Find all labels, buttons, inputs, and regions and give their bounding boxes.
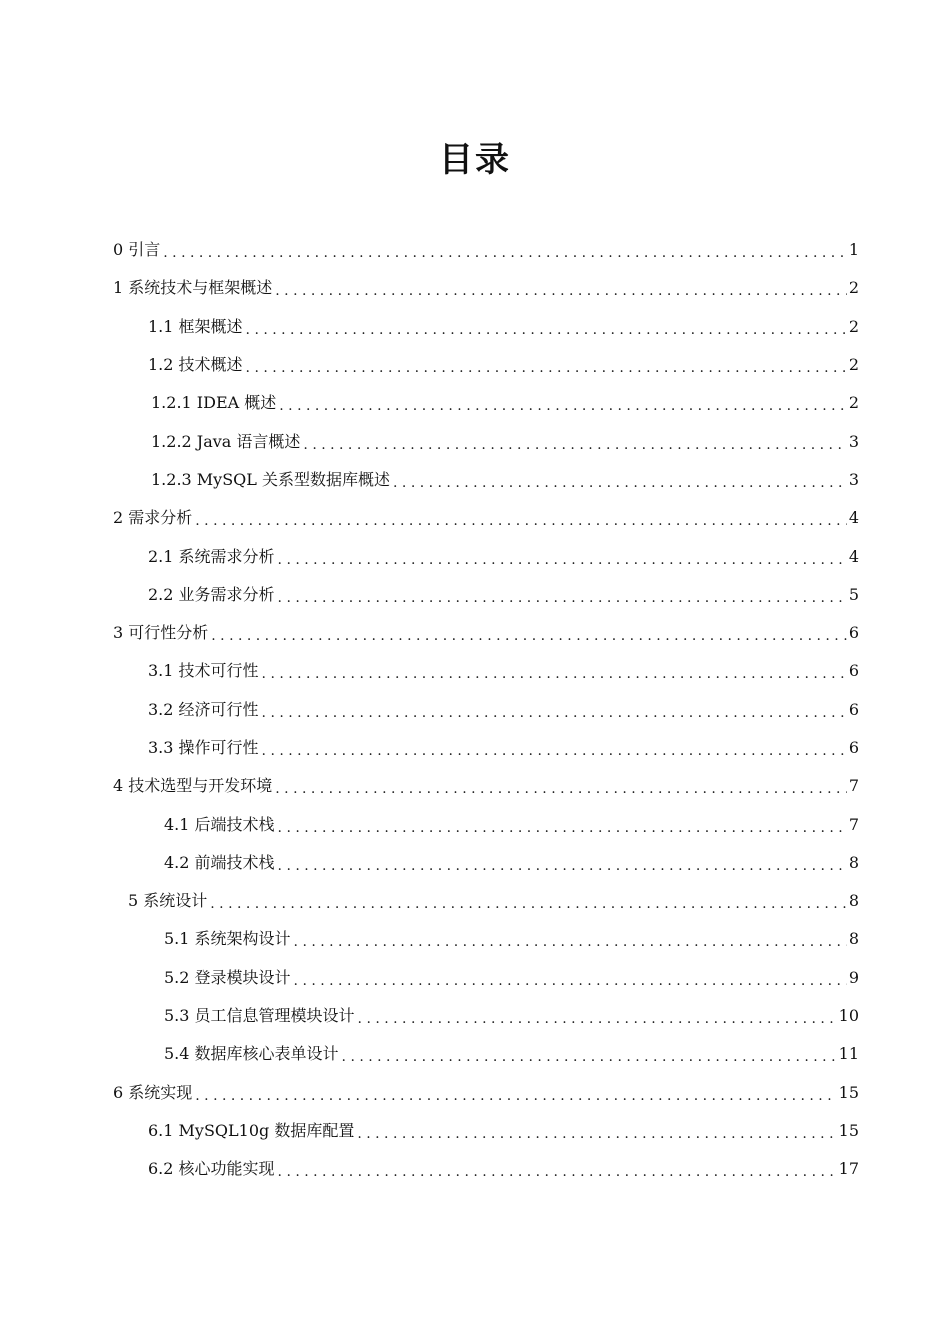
toc-dot-leader (278, 587, 847, 607)
toc-entry-label: 5 系统设计 (128, 891, 208, 911)
toc-entry (0, 384, 950, 422)
toc-entry (0, 1150, 950, 1188)
toc-page-number: 4 (848, 546, 859, 566)
toc-entry (0, 767, 950, 805)
toc-entry (0, 422, 950, 460)
toc-page-number: 7 (848, 776, 859, 796)
toc-entry-label: 2.2 业务需求分析 (148, 584, 275, 604)
toc-entry-label: 4.1 后端技术栈 (164, 814, 275, 834)
toc-page-number: 11 (838, 1044, 859, 1064)
toc-page-number: 3 (848, 431, 859, 451)
toc-dot-leader (342, 1046, 837, 1066)
toc-dot-leader (357, 1123, 836, 1143)
toc-entry-label: 1.2.1 IDEA 概述 (151, 393, 277, 413)
toc-entry-label: 5.2 登录模块设计 (164, 967, 291, 987)
toc-entry-label: 3.3 操作可行性 (148, 738, 259, 757)
toc-entry (0, 346, 950, 384)
toc-entry (0, 882, 950, 920)
toc-entry (0, 1074, 950, 1112)
toc-page-number: 17 (838, 1159, 859, 1179)
toc-dot-leader (195, 1085, 836, 1105)
toc-page-number: 6 (848, 623, 859, 643)
toc-entry (0, 231, 950, 269)
toc-entry (0, 308, 950, 346)
toc-page-number: 2 (848, 355, 859, 375)
toc-entry-label: 3 可行性分析 (113, 623, 209, 643)
toc-entry-label: 1.2.3 MySQL 关系型数据库概述 (151, 469, 391, 489)
toc-entry-label: 2 需求分析 (113, 508, 193, 528)
toc-dot-leader (279, 395, 847, 415)
toc-dot-leader (278, 1161, 837, 1181)
toc-page-number: 2 (848, 316, 859, 336)
toc-dot-leader (278, 855, 847, 875)
toc-entry (0, 729, 950, 767)
toc-entry-label: 5.1 系统架构设计 (164, 929, 291, 949)
toc-entry (0, 652, 950, 690)
toc-dot-leader (275, 280, 847, 300)
toc-entry-label: 3.2 经济可行性 (148, 699, 259, 719)
toc-page-number: 6 (848, 738, 859, 757)
toc-dot-leader (294, 970, 847, 990)
toc-page-number: 7 (848, 814, 859, 834)
toc-page-number: 10 (838, 1006, 859, 1026)
toc-page-number: 5 (848, 584, 859, 604)
toc-entry (0, 844, 950, 882)
toc-entry (0, 576, 950, 614)
toc-entry (0, 461, 950, 499)
toc-entry (0, 614, 950, 652)
toc-dot-leader (262, 702, 847, 722)
toc-entry (0, 269, 950, 307)
toc-page-number: 9 (848, 967, 859, 987)
toc-page-number: 3 (848, 469, 859, 489)
toc-entry-label: 4.2 前端技术栈 (164, 852, 275, 872)
toc-entry-label: 6.2 核心功能实现 (148, 1159, 275, 1179)
toc-entry-label: 1.2.2 Java 语言概述 (151, 431, 301, 451)
toc-entry-label: 5.4 数据库核心表单设计 (164, 1044, 339, 1064)
toc-page-number: 4 (848, 508, 859, 528)
toc-dot-leader (163, 242, 847, 262)
toc-entry-label: 5.3 员工信息管理模块设计 (164, 1006, 355, 1026)
toc-page-number: 6 (848, 661, 859, 681)
toc-dot-leader (275, 778, 847, 798)
toc-entry (0, 959, 950, 997)
toc-entry-label: 0 引言 (113, 240, 161, 260)
toc-page-number: 15 (838, 1082, 859, 1102)
toc-entry (0, 1112, 950, 1150)
toc-dot-leader (294, 931, 847, 951)
toc-dot-leader (358, 1008, 837, 1028)
toc-entry-label: 2.1 系统需求分析 (148, 546, 275, 566)
toc-page-number: 1 (848, 240, 859, 260)
toc-page-number: 8 (848, 852, 859, 872)
toc-page-number: 2 (848, 278, 859, 298)
toc-entry (0, 920, 950, 958)
toc-dot-leader (246, 319, 847, 339)
toc-page-number: 8 (848, 891, 859, 911)
toc-entry-label: 6.1 MySQL10g 数据库配置 (148, 1120, 355, 1140)
toc-entry (0, 537, 950, 575)
toc-dot-leader (278, 549, 847, 569)
toc-entry-label: 3.1 技术可行性 (148, 661, 259, 681)
toc-dot-leader (393, 472, 847, 492)
toc-page-number: 15 (838, 1120, 859, 1140)
page-title: 目录 (439, 140, 511, 180)
toc-entry (0, 1035, 950, 1073)
toc-page-number: 6 (848, 699, 859, 719)
toc-dot-leader (278, 817, 847, 837)
toc-entry (0, 805, 950, 843)
toc-page-number: 8 (848, 929, 859, 949)
toc-entry (0, 997, 950, 1035)
toc-entry-label: 4 技术选型与开发环境 (113, 776, 273, 796)
toc-dot-leader (262, 663, 847, 683)
toc-entry (0, 691, 950, 729)
toc-entry-label: 1 系统技术与框架概述 (113, 278, 273, 298)
toc-page-number: 2 (848, 393, 859, 413)
toc-entry-label: 1.1 框架概述 (148, 316, 243, 336)
toc-list (0, 231, 950, 1188)
toc-dot-leader (262, 740, 847, 760)
toc-dot-leader (195, 510, 847, 530)
toc-dot-leader (211, 625, 847, 645)
toc-dot-leader (210, 893, 847, 913)
toc-entry-label: 1.2 技术概述 (148, 355, 243, 375)
toc-dot-leader (246, 357, 847, 377)
toc-entry (0, 499, 950, 537)
toc-dot-leader (303, 434, 846, 454)
toc-entry-label: 6 系统实现 (113, 1082, 193, 1102)
